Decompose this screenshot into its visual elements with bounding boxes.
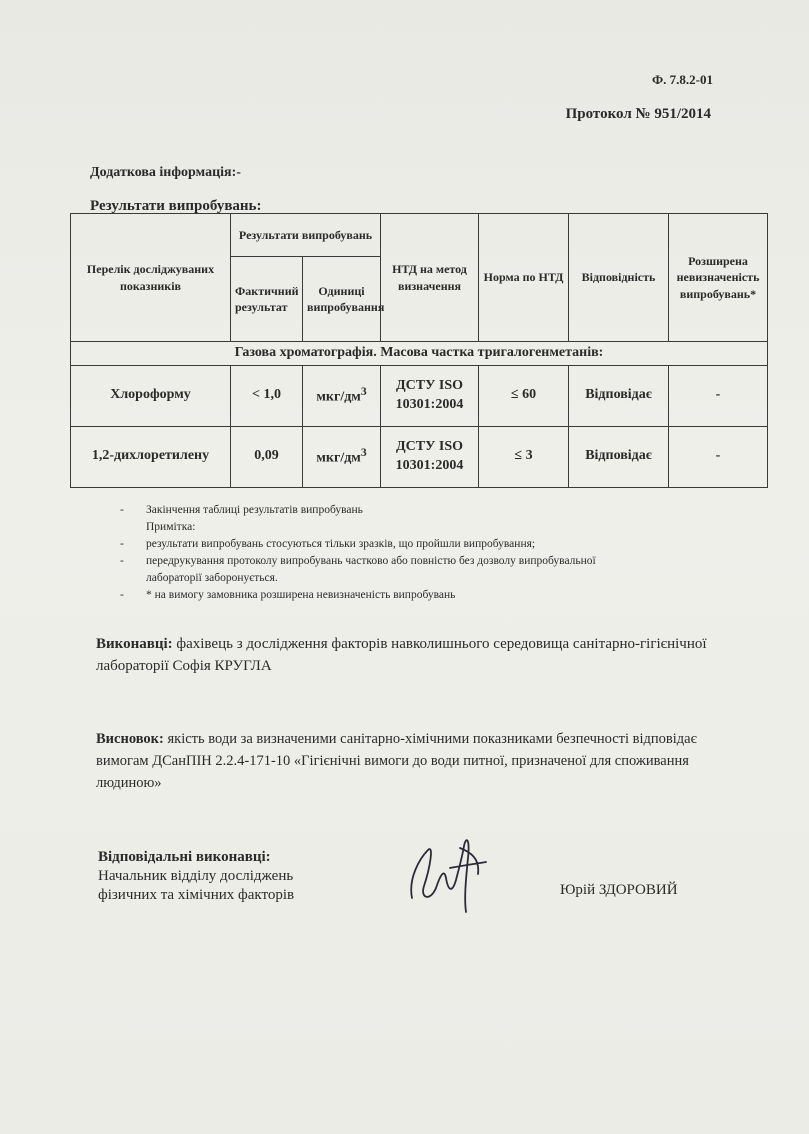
row-compliance: Відповідає xyxy=(569,426,669,487)
header-actual-result: Фактичний результат xyxy=(231,257,303,342)
section-title: Газова хроматографія. Масова частка тригалогенметанів: xyxy=(71,342,768,366)
note-item: лабораторії заборонується. xyxy=(146,572,278,584)
header-uncertainty: Розширена невизначеність випробувань* xyxy=(669,214,768,342)
row-uncertainty: - xyxy=(669,426,768,487)
position-line-1: Начальник відділу досліджень xyxy=(98,868,294,884)
row-result: < 1,0 xyxy=(231,365,303,426)
row-result: 0,09 xyxy=(231,426,303,487)
signature-image xyxy=(400,828,500,918)
performers-text: фахівець з дослідження факторів навколишнього середовища санітарно-гігієнічної лабораторії Софія КРУГЛА xyxy=(96,636,707,674)
row-unit: мкг/$дм^3$ xyxy=(303,365,381,426)
row-unit: мкг/$дм^3$ xyxy=(303,426,381,487)
conclusion xyxy=(96,728,736,794)
row-method: ДСТУ ISO 10301:2004 xyxy=(381,365,479,426)
header-units: Одиниці випробування xyxy=(303,257,381,342)
row-compliance: Відповідає xyxy=(569,365,669,426)
performers xyxy=(96,633,736,677)
results-table xyxy=(70,213,768,488)
row-indicator: Хлороформу xyxy=(71,365,231,426)
table-row xyxy=(71,365,768,426)
note-item: - * на вимогу замовника розширена невизначеність випробувань xyxy=(120,589,456,601)
note-end-of-table: - Закінчення таблиці результатів випробувань xyxy=(120,504,363,516)
table-row xyxy=(71,426,768,487)
row-uncertainty: - xyxy=(669,365,768,426)
row-norm: ≤ 60 xyxy=(479,365,569,426)
results-caption: Результати випробувань: xyxy=(90,198,262,214)
protocol-number: Протокол № 951/2014 xyxy=(565,106,711,122)
responsible-block xyxy=(98,848,294,905)
signer-name: Юрій ЗДОРОВИЙ xyxy=(560,882,678,898)
header-norm: Норма по НТД xyxy=(479,214,569,342)
note-item: - результати випробувань стосуються тільки зразків, що пройшли випробування; xyxy=(120,538,536,550)
header-results-group: Результати випробувань xyxy=(231,214,381,257)
conclusion-text: якість води за визначеними санітарно-хімічними показниками безпечності відповідає вимогам ДСанПІН 2.2.4-171-10 «Гігієнічні вимоги до води питної, призначеної для споживання людиною» xyxy=(96,731,697,791)
header-ntd-method: НТД на метод визначення xyxy=(381,214,479,342)
row-method: ДСТУ ISO 10301:2004 xyxy=(381,426,479,487)
form-code: Ф. 7.8.2-01 xyxy=(652,72,713,87)
responsible-label: Відповідальні виконавці: xyxy=(98,849,271,865)
performers-label: Виконавці: xyxy=(96,636,173,652)
header-compliance: Відповідність xyxy=(569,214,669,342)
note-item: - передрукування протоколу випробувань частково або повністю без дозволу випробувальної xyxy=(120,555,596,567)
note-label: Примітка: xyxy=(146,521,196,533)
row-indicator: 1,2-дихлоретилену xyxy=(71,426,231,487)
notes-block xyxy=(120,502,596,604)
header-indicators: Перелік досліджуваних показників xyxy=(71,214,231,342)
conclusion-label: Висновок: xyxy=(96,731,164,747)
position-line-2: фізичних та хімічних факторів xyxy=(98,887,295,903)
row-norm: ≤ 3 xyxy=(479,426,569,487)
extra-info: Додаткова інформація:- xyxy=(90,165,241,180)
